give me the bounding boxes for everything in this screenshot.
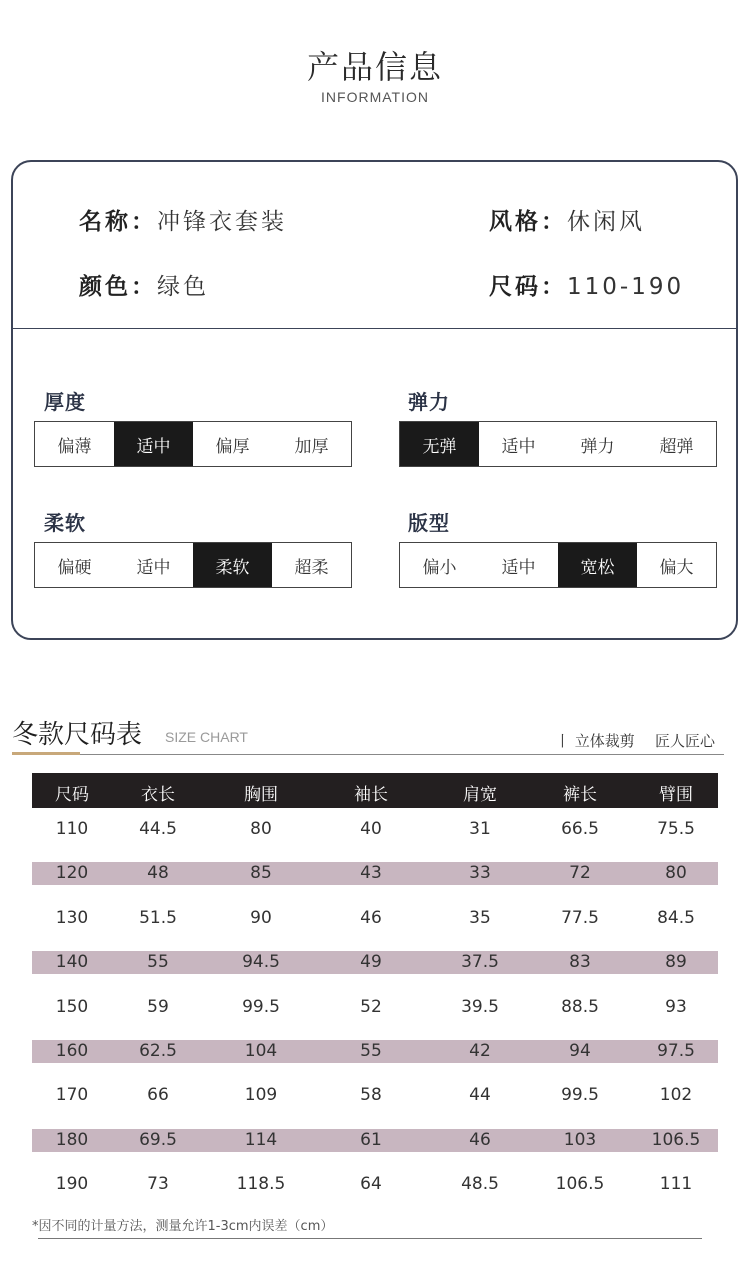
table-cell: 80 bbox=[665, 863, 687, 884]
page-subtitle: INFORMATION bbox=[321, 89, 429, 105]
table-cell: 48.5 bbox=[461, 1174, 499, 1195]
thickness-option[interactable]: 适中 bbox=[114, 422, 193, 466]
fit-option[interactable]: 偏小 bbox=[422, 557, 457, 578]
style-value: 休闲风 bbox=[567, 209, 645, 235]
table-cell: 85 bbox=[250, 863, 272, 884]
table-cell: 97.5 bbox=[657, 1041, 695, 1061]
table-cell: 49 bbox=[360, 952, 382, 973]
table-header-cell: 胸围 bbox=[244, 785, 278, 805]
table-cell: 58 bbox=[360, 1085, 382, 1106]
table-cell: 66 bbox=[147, 1085, 169, 1106]
fit-option[interactable]: 偏大 bbox=[659, 557, 694, 578]
table-cell: 37.5 bbox=[461, 952, 499, 973]
size-chart-tag-3d-cut: 丨 立体裁剪 bbox=[555, 732, 635, 750]
table-cell: 111 bbox=[659, 1174, 693, 1195]
table-cell: 120 bbox=[55, 863, 89, 884]
table-cell: 73 bbox=[147, 1174, 169, 1195]
table-cell: 75.5 bbox=[657, 819, 695, 839]
table-header-cell: 臂围 bbox=[659, 785, 693, 805]
fit-option[interactable]: 适中 bbox=[501, 557, 536, 578]
bottom-divider bbox=[38, 1238, 702, 1239]
table-header-cell: 衣长 bbox=[141, 785, 175, 805]
style-label: 风格： bbox=[489, 209, 567, 235]
table-cell: 190 bbox=[55, 1174, 89, 1195]
elasticity-option[interactable]: 无弹 bbox=[400, 422, 479, 466]
table-cell: 130 bbox=[55, 907, 89, 928]
table-cell: 59 bbox=[147, 996, 169, 1017]
table-cell: 40 bbox=[360, 819, 382, 839]
table-cell: 114 bbox=[244, 1129, 278, 1150]
thickness-option[interactable]: 偏厚 bbox=[215, 436, 250, 457]
table-cell: 66.5 bbox=[561, 819, 599, 839]
table-cell: 46 bbox=[360, 907, 382, 928]
name-label: 名称： bbox=[79, 209, 157, 235]
table-cell: 62.5 bbox=[139, 1041, 177, 1061]
size-chart-title: 冬款尺码表 bbox=[12, 720, 143, 750]
table-cell: 31 bbox=[469, 819, 491, 839]
table-cell: 150 bbox=[55, 996, 89, 1017]
table-cell: 52 bbox=[360, 996, 382, 1017]
table-cell: 106.5 bbox=[555, 1174, 605, 1195]
table-cell: 104 bbox=[244, 1041, 278, 1061]
softness-label: 柔软 bbox=[44, 511, 86, 535]
table-cell: 103 bbox=[563, 1129, 597, 1150]
table-cell: 170 bbox=[55, 1085, 89, 1106]
thickness-label: 厚度 bbox=[44, 390, 86, 414]
color-label: 颜色： bbox=[79, 274, 157, 300]
measurement-note: *因不同的计量方法，测量允许1-3cm内误差（cm） bbox=[32, 1219, 334, 1234]
table-cell: 90 bbox=[250, 907, 272, 928]
table-cell: 55 bbox=[147, 952, 169, 973]
table-cell: 83 bbox=[569, 952, 591, 973]
table-cell: 42 bbox=[469, 1041, 491, 1061]
fit-label: 版型 bbox=[408, 511, 450, 535]
table-cell: 110 bbox=[55, 819, 89, 839]
elasticity-label: 弹力 bbox=[408, 390, 450, 414]
table-cell: 48 bbox=[147, 863, 169, 884]
table-cell: 140 bbox=[55, 952, 89, 973]
name-value: 冲锋衣套装 bbox=[157, 209, 287, 235]
table-cell: 102 bbox=[659, 1085, 693, 1106]
thickness-option[interactable]: 加厚 bbox=[294, 436, 329, 457]
softness-option[interactable]: 柔软 bbox=[193, 543, 272, 587]
page-title: 产品信息 bbox=[306, 48, 443, 86]
table-cell: 51.5 bbox=[139, 907, 177, 928]
table-cell: 94 bbox=[569, 1041, 591, 1061]
size-chart-subtitle: SIZE CHART bbox=[165, 729, 248, 745]
table-cell: 88.5 bbox=[561, 996, 599, 1017]
table-cell: 99.5 bbox=[242, 996, 280, 1017]
thickness-option[interactable]: 偏薄 bbox=[57, 436, 92, 457]
size-label: 尺码： bbox=[489, 274, 567, 300]
table-cell: 61 bbox=[360, 1129, 382, 1150]
table-cell: 84.5 bbox=[657, 907, 695, 928]
table-cell: 72 bbox=[569, 863, 591, 884]
table-header-cell: 袖长 bbox=[354, 785, 388, 805]
table-cell: 55 bbox=[360, 1041, 382, 1061]
table-cell: 94.5 bbox=[242, 952, 280, 973]
table-cell: 44.5 bbox=[139, 819, 177, 839]
table-cell: 43 bbox=[360, 863, 382, 884]
table-cell: 106.5 bbox=[651, 1129, 701, 1150]
table-cell: 80 bbox=[250, 819, 272, 839]
table-cell: 44 bbox=[469, 1085, 491, 1106]
table-cell: 46 bbox=[469, 1129, 491, 1150]
table-header-cell: 裤长 bbox=[563, 785, 597, 805]
size-value: 110-190 bbox=[567, 274, 685, 300]
table-cell: 160 bbox=[55, 1041, 89, 1061]
softness-option[interactable]: 适中 bbox=[136, 557, 171, 578]
table-cell: 93 bbox=[665, 996, 687, 1017]
table-header-cell: 肩宽 bbox=[463, 785, 497, 805]
fit-option[interactable]: 宽松 bbox=[558, 543, 637, 587]
softness-option[interactable]: 超柔 bbox=[294, 557, 329, 578]
table-header-cell: 尺码 bbox=[55, 785, 89, 805]
table-cell: 77.5 bbox=[561, 907, 599, 928]
table-cell: 39.5 bbox=[461, 996, 499, 1017]
table-cell: 99.5 bbox=[561, 1085, 599, 1106]
elasticity-option[interactable]: 超弹 bbox=[659, 436, 694, 457]
softness-option[interactable]: 偏硬 bbox=[57, 557, 92, 578]
table-cell: 64 bbox=[360, 1174, 382, 1195]
table-cell: 180 bbox=[55, 1129, 89, 1150]
table-cell: 35 bbox=[469, 907, 491, 928]
color-value: 绿色 bbox=[157, 274, 209, 300]
elasticity-option[interactable]: 适中 bbox=[501, 436, 536, 457]
size-chart-tag-craftsman: 匠人匠心 bbox=[655, 732, 716, 750]
table-cell: 89 bbox=[665, 952, 687, 973]
elasticity-option[interactable]: 弹力 bbox=[580, 436, 615, 457]
table-cell: 33 bbox=[469, 863, 491, 884]
table-cell: 69.5 bbox=[139, 1129, 177, 1150]
table-cell: 109 bbox=[244, 1085, 278, 1106]
table-cell: 118.5 bbox=[236, 1174, 286, 1195]
